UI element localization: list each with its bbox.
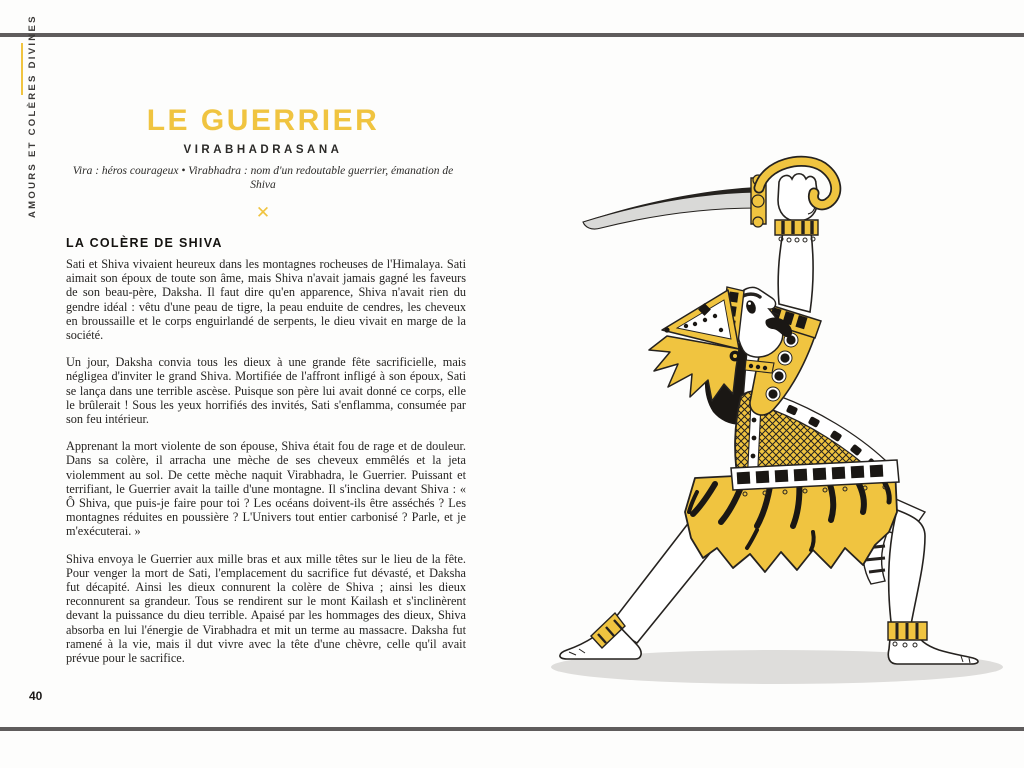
- sanskrit-subtitle: VIRABHADRASANA: [183, 144, 343, 156]
- page-title: LE GUERRIER: [146, 104, 380, 137]
- pose-header: [66, 106, 460, 221]
- cross-divider-icon: ✕: [255, 203, 271, 222]
- paragraph: Apprenant la mort violente de son épouse, Shiva était fou de rage et de douleur. Dans sa colère, il arracha une mèche de ses cheveux emmêlés et la jeta violemment au sol. De cette mèche naquit Virabhadra, le Guerrier. Puissant et terrifiant, le Guerrier avait la taille d'une montagne. Il s'inclina devant Shiva : « Ô Shiva, que puis-je faire pour toi ? Les océans doivent-ils être asséchés ? Les montagnes réduites en poussière ? L'Univers tout entier carbonisé ? Parle, et je m'exécuterai. »: [66, 439, 466, 539]
- page-number: 40: [29, 689, 43, 703]
- chapter-accent-line: [21, 43, 23, 95]
- paragraph: Un jour, Daksha convia tous les dieux à une grande fête sacrificielle, mais négligea d'inviter le grand Shiva. Mortifiée de l'affront infligé à son époux, Sati se lança dans une terrible ascèse. Puisque son père lui avait donné ce corps, elle le brûlerait ! Sous les yeux horrifiés des invités, Sati s'enflamma, consumée par son feu intérieur.: [66, 355, 466, 427]
- warrior-pose-sword-illustration: [545, 140, 1015, 690]
- paragraph: Shiva envoya le Guerrier aux mille bras et aux mille têtes sur le lieu de la fête. Pour venger la mort de Sati, l'emplacement du sacrifice fut dévasté, et Daksha fut décapité. Ainsi les dieux connurent la colère de Shiva ; ainsi les dieux reconnurent sa grandeur. Tous se rendirent sur le mont Kailash et s'inclinèrent devant la puissance du dieu terrible. Apaisé par les hommages des dieux, Shiva absorba en lui l'énergie de Virabhadra et mit un terme au massacre. Daksha fut ramené à la vie, mais il dut vivre avec la tête d'une chèvre, celle qu'il avait prévue pour le sacrifice.: [66, 551, 466, 666]
- etymology-text: Vira : héros courageux • Virabhadra : nom d'un redoutable guerrier, émanation de Shiva: [72, 165, 454, 191]
- chapter-vertical-label: AMOURS ET COLÈRES DIVINES: [27, 14, 38, 218]
- page-top-edge-rule: [0, 33, 1024, 37]
- story-article: [66, 236, 466, 678]
- section-heading: LA COLÈRE DE SHIVA: [66, 236, 223, 250]
- page-bottom-edge-rule: [0, 727, 1024, 731]
- paragraph: Sati et Shiva vivaient heureux dans les montagnes rocheuses de l'Himalaya. Sati aimait son époux de toute son âme, mais Shiva n'avait jamais gagné les faveurs de son beau-père, Daksha. Il faut dire qu'en apparence, Shiva n'avait rien du gendre idéal : vêtu d'une peau de tigre, la peau enduite de cendres, les cheveux en broussaille et le corps enguirlandé de serpents, le dieu vivait en marge de la société.: [66, 257, 466, 343]
